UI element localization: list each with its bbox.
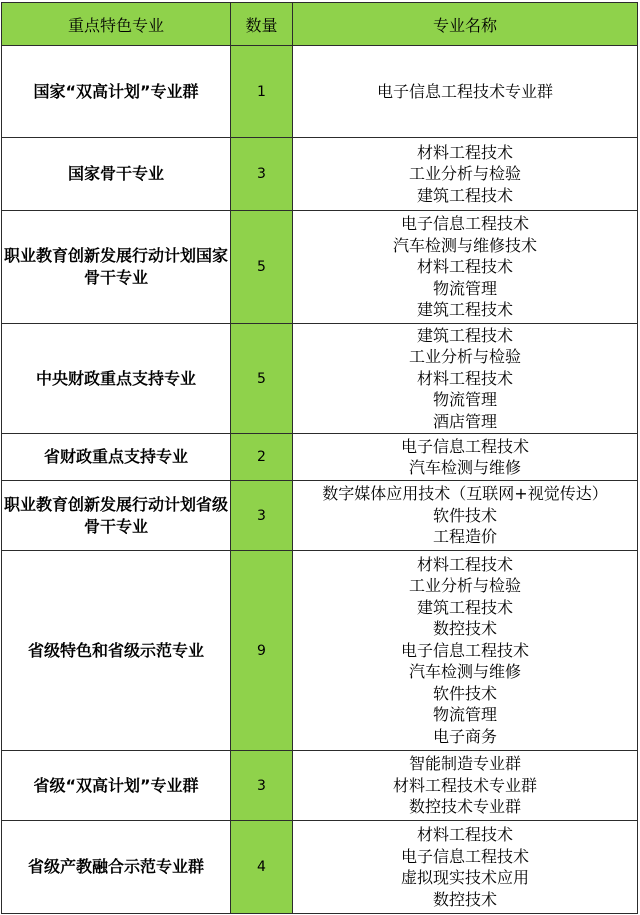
major-names-cell: [293, 324, 638, 434]
major-name: 汽车检测与维修技术: [392, 235, 537, 255]
major-names-cell: [293, 138, 638, 211]
header-count: 数量: [231, 3, 293, 46]
major-name: 酒店管理: [432, 411, 497, 431]
major-name: 智能制造专业群: [408, 754, 521, 774]
major-name: 物流管理: [432, 390, 497, 410]
major-names-cell: [293, 551, 638, 751]
major-names-cell: [293, 211, 638, 324]
major-name: 建筑工程技术: [416, 325, 513, 345]
major-names-cell: [293, 434, 638, 481]
major-name: 建筑工程技术: [416, 185, 513, 205]
count-cell: 3: [231, 481, 293, 551]
major-name: 物流管理: [432, 705, 497, 725]
major-name: 材料工程技术: [416, 142, 513, 162]
major-names-cell: [293, 481, 638, 551]
major-name: 数控技术: [432, 619, 497, 639]
category-cell: 职业教育创新发展行动计划省级骨干专业: [2, 481, 231, 551]
major-name: 数字媒体应用技术（互联网+视觉传达）: [322, 484, 608, 504]
major-name: 汽车检测与维修: [408, 458, 521, 477]
major-name: 数控技术: [432, 889, 497, 909]
major-names-cell: [293, 46, 638, 138]
major-names-cell: [293, 821, 638, 914]
table-row: [2, 324, 638, 434]
header-category: 重点特色专业: [2, 3, 231, 46]
count-cell: 1: [231, 46, 293, 138]
featured-majors-table: [1, 2, 638, 914]
table-row: [2, 751, 638, 821]
major-name: 材料工程技术: [416, 257, 513, 277]
count-cell: 3: [231, 138, 293, 211]
table-row: [2, 551, 638, 751]
major-name: 工业分析与检验: [408, 347, 521, 367]
major-name: 材料工程技术: [416, 368, 513, 388]
major-name: 工业分析与检验: [408, 164, 521, 184]
major-name: 建筑工程技术: [416, 300, 513, 320]
major-name: 材料工程技术: [416, 825, 513, 844]
table-row: [2, 481, 638, 551]
major-name: 数控技术专业群: [408, 797, 521, 817]
major-name: 材料工程技术专业群: [392, 775, 537, 795]
major-name: 虚拟现实技术应用: [400, 868, 529, 887]
major-names-cell: [293, 751, 638, 821]
table-row: [2, 46, 638, 138]
major-name: 电子信息工程技术专业群: [376, 81, 553, 101]
major-name: 电子信息工程技术: [400, 214, 529, 234]
category-cell: 省财政重点支持专业: [2, 434, 231, 481]
major-name: 工程造价: [432, 527, 497, 547]
count-cell: 3: [231, 751, 293, 821]
major-name: 电子信息工程技术: [400, 846, 529, 866]
major-name: 软件技术: [432, 683, 497, 703]
count-cell: 4: [231, 821, 293, 914]
major-name: 电子信息工程技术: [400, 436, 529, 456]
count-cell: 5: [231, 324, 293, 434]
table-row: [2, 138, 638, 211]
major-name: 汽车检测与维修: [408, 662, 521, 682]
major-name: 物流管理: [432, 278, 497, 298]
count-cell: 5: [231, 211, 293, 324]
header-names: 专业名称: [293, 3, 638, 46]
category-cell: 省级特色和省级示范专业: [2, 551, 231, 751]
table-row: [2, 211, 638, 324]
major-name: 电子信息工程技术: [400, 640, 529, 660]
category-cell: 省级“双高计划”专业群: [2, 751, 231, 821]
category-cell: 职业教育创新发展行动计划国家骨干专业: [2, 211, 231, 324]
header-row: [2, 3, 638, 46]
count-cell: 2: [231, 434, 293, 481]
table-row: [2, 434, 638, 481]
table-row: [2, 821, 638, 914]
major-name: 材料工程技术: [416, 554, 513, 574]
table-body: [2, 46, 638, 914]
major-name: 软件技术: [432, 505, 497, 525]
category-cell: 中央财政重点支持专业: [2, 324, 231, 434]
category-cell: 省级产教融合示范专业群: [2, 821, 231, 914]
major-name: 电子商务: [432, 726, 497, 746]
category-cell: 国家骨干专业: [2, 138, 231, 211]
category-cell: 国家“双高计划”专业群: [2, 46, 231, 138]
count-cell: 9: [231, 551, 293, 751]
major-name: 工业分析与检验: [408, 576, 521, 596]
major-name: 建筑工程技术: [416, 597, 513, 617]
